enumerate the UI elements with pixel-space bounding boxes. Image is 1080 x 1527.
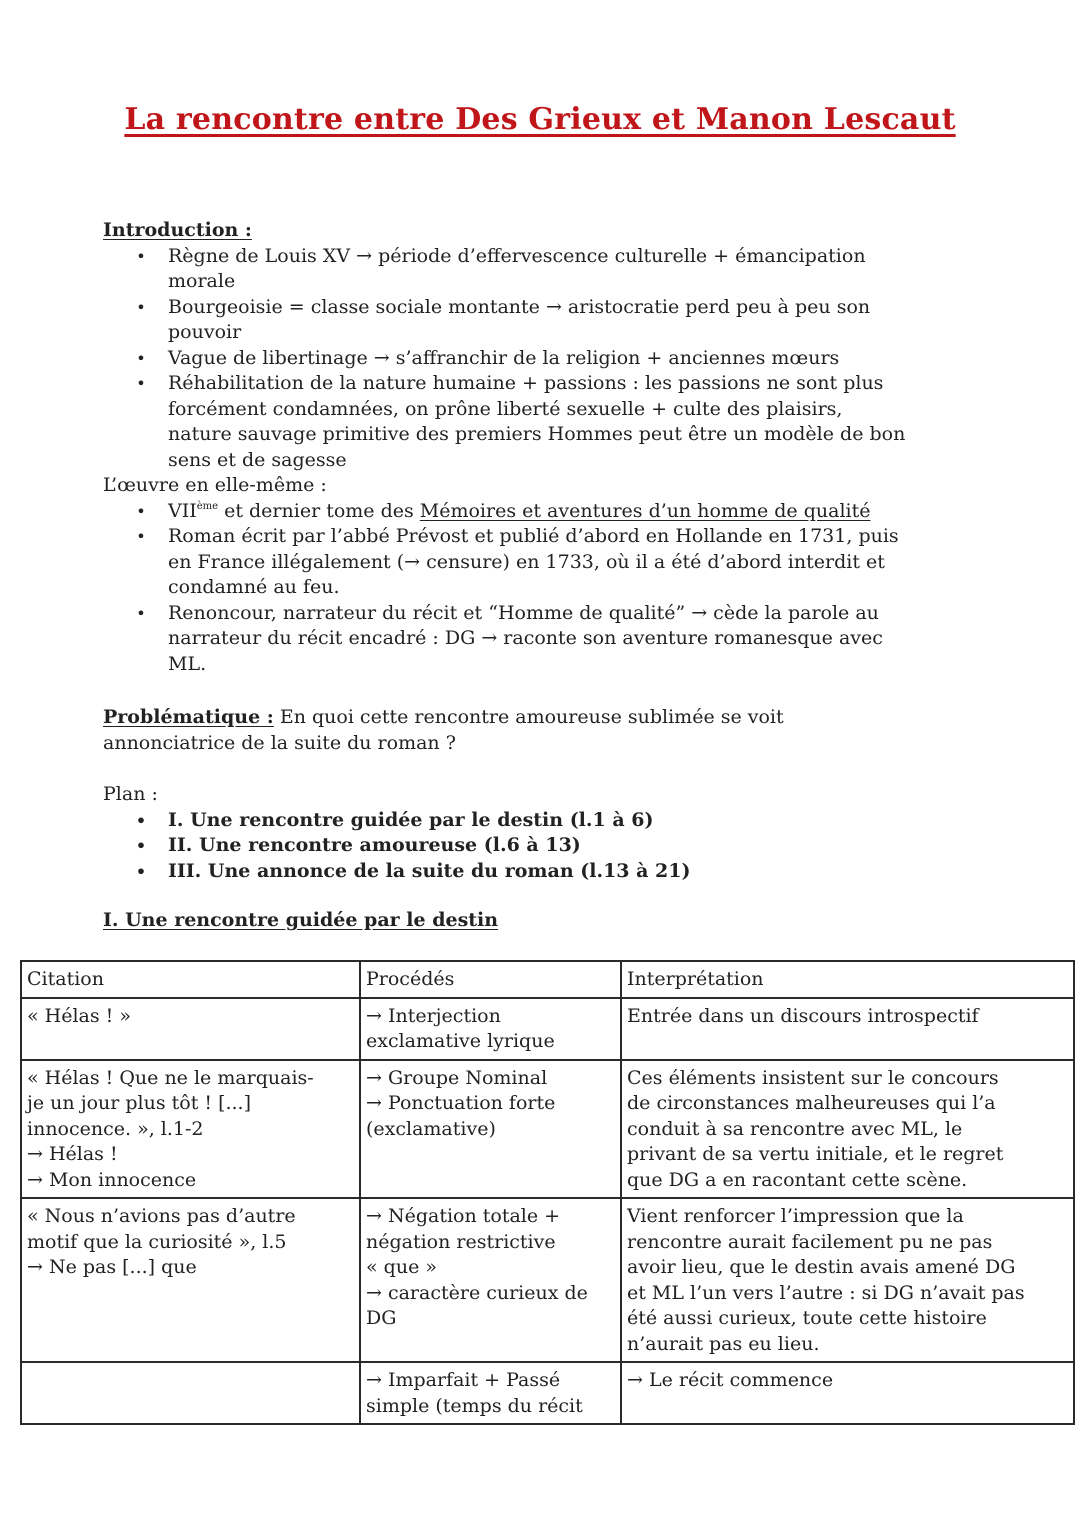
bullet-icon: •	[136, 297, 146, 317]
interpretation-cell: Entrée dans un discours introspectif	[621, 998, 1074, 1060]
list-item: • Bourgeoisie = classe sociale montante → aristocratie perd peu à peu son pouvoir	[103, 295, 1003, 346]
bullet-icon: •	[136, 246, 146, 266]
citation-cell: « Nous n’avions pas d’autre motif que la curiosité », l.5 → Ne pas [...] que	[21, 1198, 360, 1362]
column-header-citation: Citation	[21, 961, 360, 998]
problematique-section	[103, 705, 1003, 756]
oeuvre-heading: L’œuvre en elle-même :	[103, 474, 327, 496]
problematique-text: En quoi cette rencontre amoureuse sublimée se voit	[273, 706, 784, 728]
table-row	[21, 1362, 1074, 1424]
plan-item: • II. Une rencontre amoureuse (l.6 à 13)	[103, 833, 1003, 859]
document-title: La rencontre entre Des Grieux et Manon Lescaut	[124, 102, 956, 137]
list-item: • VIIème et dernier tome des Mémoires et aventures d’un homme de qualité	[103, 499, 1003, 525]
book-title: Mémoires et aventures d’un homme de qualité	[419, 499, 871, 522]
bullet-icon: •	[135, 861, 147, 881]
introduction-list	[103, 244, 1003, 474]
problematique-text-cont: annonciatrice de la suite du roman ?	[103, 731, 456, 754]
table-header-row	[21, 961, 1074, 998]
list-item: • Roman écrit par l’abbé Prévost et publié d’abord en Hollande en 1731, puis en France illégalement (→ censure) en 1733, où il a été d’abord interdit et condamné au feu.	[103, 524, 1003, 601]
plan-heading: Plan :	[103, 783, 158, 805]
bullet-icon: •	[135, 810, 147, 830]
plan-list	[103, 808, 1003, 885]
plan-item: • I. Une rencontre guidée par le destin (l.1 à 6)	[103, 808, 1003, 834]
table-row	[21, 998, 1074, 1060]
list-item: • Règne de Louis XV → période d’effervescence culturelle + émancipation morale	[103, 244, 1003, 295]
problematique-label: Problématique :	[103, 706, 274, 728]
citation-cell: « Hélas ! »	[21, 998, 360, 1060]
procedes-cell: → Imparfait + Passé simple (temps du récit	[360, 1362, 621, 1424]
table-row	[21, 1198, 1074, 1362]
procedes-cell: → Interjection exclamative lyrique	[360, 998, 621, 1060]
table-row	[21, 1060, 1074, 1199]
procedes-cell: → Groupe Nominal → Ponctuation forte (exclamative)	[360, 1060, 621, 1199]
bullet-icon: •	[136, 527, 146, 546]
bullet-icon: •	[136, 603, 146, 623]
interpretation-cell: Ces éléments insistent sur le concours de circonstances malheureuses qui l’a conduit à sa rencontre avec ML, le privant de sa vertu initiale, et le regret que DG a en racontant cette scène.	[621, 1060, 1074, 1199]
bullet-icon: •	[136, 374, 146, 393]
list-item: • Réhabilitation de la nature humaine + passions : les passions ne sont plus forcément condamnées, on prône liberté sexuelle + culte des plaisirs, nature sauvage primitive des premiers Hommes peut être un modèle de bon sens et de sagesse	[103, 371, 1003, 473]
list-item: • Vague de libertinage → s’affranchir de la religion + anciennes mœurs	[103, 346, 1003, 372]
procedes-cell: → Négation totale + négation restrictive « que » → caractère curieux de DG	[360, 1198, 621, 1362]
introduction-section	[103, 218, 1003, 677]
introduction-heading: Introduction :	[103, 219, 252, 241]
plan-item: • III. Une annonce de la suite du roman (l.13 à 21)	[103, 859, 1003, 885]
interpretation-cell: → Le récit commence	[621, 1362, 1074, 1424]
analysis-table	[20, 960, 1075, 1425]
column-header-procedes: Procédés	[360, 961, 621, 998]
bullet-icon: •	[135, 836, 147, 855]
list-item: • Renoncour, narrateur du récit et “Homme de qualité” → cède la parole au narrateur du récit encadré : DG → raconte son aventure romanesque avec ML.	[103, 601, 1003, 678]
oeuvre-list	[103, 499, 1003, 678]
plan-section	[103, 782, 1003, 884]
citation-cell	[21, 1362, 360, 1424]
interpretation-cell: Vient renforcer l’impression que la rencontre aurait facilement pu ne pas avoir lieu, que le destin avais amené DG et ML l’un vers l’autre : si DG n’avait pas été aussi curieux, toute cette histoire n’aurait pas eu lieu.	[621, 1198, 1074, 1362]
bullet-icon: •	[136, 501, 146, 521]
bullet-icon: •	[136, 348, 146, 368]
section-title: I. Une rencontre guidée par le destin	[103, 909, 499, 931]
column-header-interpretation: Interprétation	[621, 961, 1074, 998]
citation-cell: « Hélas ! Que ne le marquais- je un jour plus tôt ! [...] innocence. », l.1-2 → Hélas ! → Mon innocence	[21, 1060, 360, 1199]
